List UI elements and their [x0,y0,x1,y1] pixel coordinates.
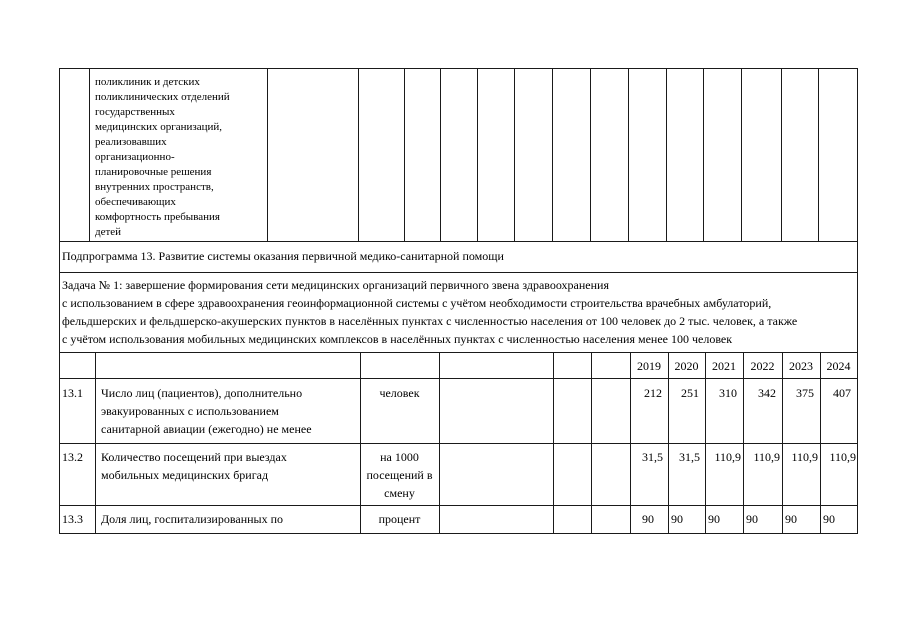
table-border [514,68,515,241]
table-border [705,352,706,533]
table-border [440,68,441,241]
year-value: 110,9 [829,450,856,464]
table-border [553,352,554,533]
year-header: 2024 [826,359,851,373]
table-border [59,352,857,353]
table-border [59,68,60,241]
table-border [666,68,667,241]
indicator-name-line: Доля лиц, госпитализированных по [101,512,284,526]
table-border [628,68,629,241]
table-border [59,378,857,379]
indicator-name-line: эвакуированных с использованием [101,404,279,418]
indicator-text-line: обеспечивающих [95,196,176,208]
table-border [818,68,819,241]
indicator-text-line: поликлиник и детских [95,76,200,88]
year-value: 90 [671,512,683,526]
table-border [630,352,631,533]
year-value: 375 [796,386,814,400]
indicator-text-line: детей [95,226,122,238]
year-value: 31,5 [642,450,663,464]
table-border [591,352,592,533]
row-number: 13.3 [62,512,83,526]
unit-of-measure: человек [379,386,420,400]
table-border [59,241,60,534]
table-border [59,505,857,506]
table-border [404,68,405,241]
unit-of-measure: процент [378,512,421,526]
year-value: 90 [823,512,835,526]
subprogram-title: Подпрограмма 13. Развитие системы оказания первичной медико-санитарной помощи [62,249,504,263]
indicator-text-line: реализовавших [95,136,167,148]
table-border [59,68,857,69]
table-border [668,352,669,533]
table-border [552,68,553,241]
year-value: 90 [746,512,758,526]
year-value: 342 [758,386,776,400]
table-border [360,352,361,533]
indicator-name-line: мобильных медицинских бригад [101,468,269,482]
table-border [743,352,744,533]
table-border [741,68,742,241]
year-value: 310 [719,386,737,400]
table-border [439,352,440,533]
indicator-text-line: комфортность пребывания [95,211,220,223]
year-value: 90 [642,512,654,526]
year-value: 110,9 [791,450,818,464]
row-number: 13.1 [62,386,83,400]
indicator-name-line: Число лиц (пациентов), дополнительно [101,386,303,400]
unit-of-measure: посещений в [366,468,433,482]
table-border [590,68,591,241]
table-border [59,272,857,273]
table-border [59,241,857,242]
table-border [703,68,704,241]
table-border [358,68,359,241]
table-border [857,241,858,534]
indicator-text-line: организационно- [95,151,175,163]
table-border [782,352,783,533]
indicator-text-line: внутренних пространств, [95,181,214,193]
year-value: 251 [681,386,699,400]
table-border [95,352,96,533]
task-text-line: Задача № 1: завершение формирования сети медицинских организаций первичного звена здравоохранения [62,278,609,292]
table-border [267,68,268,241]
unit-of-measure: смену [384,486,415,500]
indicator-text-line: государственных [95,106,175,118]
row-number: 13.2 [62,450,83,464]
table-border [477,68,478,241]
indicator-text-line: поликлинических отделений [95,91,230,103]
year-value: 90 [785,512,797,526]
indicator-text-line: планировочные решения [95,166,212,178]
year-value: 212 [644,386,662,400]
table-border [857,68,858,241]
year-header: 2020 [674,359,699,373]
table-border [59,533,857,534]
indicator-text-line: медицинских организаций, [95,121,223,133]
year-value: 110,9 [714,450,741,464]
indicator-name-line: Количество посещений при выездах [101,450,287,464]
task-text-line: с использованием в сфере здравоохранения геоинформационной системы с учётом необходимости строительства врачебных амбулаторий, [62,296,772,310]
table-border [89,68,90,241]
unit-of-measure: на 1000 [380,450,419,464]
year-value: 31,5 [679,450,700,464]
year-header: 2023 [789,359,813,373]
table-border [820,352,821,533]
indicator-name-line: санитарной авиации (ежегодно) не менее [101,422,312,436]
table-border [781,68,782,241]
task-text-line: фельдшерских и фельдшерско-акушерских пунктов в населённых пунктах с численностью населения от 100 человек до 2 тыс. человек, а также [62,314,798,328]
year-value: 90 [708,512,720,526]
year-value: 407 [833,386,851,400]
year-value: 110,9 [753,450,780,464]
year-header: 2019 [637,359,661,373]
year-header: 2021 [712,359,736,373]
task-text-line: с учётом использования мобильных медицинских комплексов в населённых пунктах с численностью населения менее 100 человек [62,332,733,346]
year-header: 2022 [750,359,775,373]
table-border [59,443,857,444]
